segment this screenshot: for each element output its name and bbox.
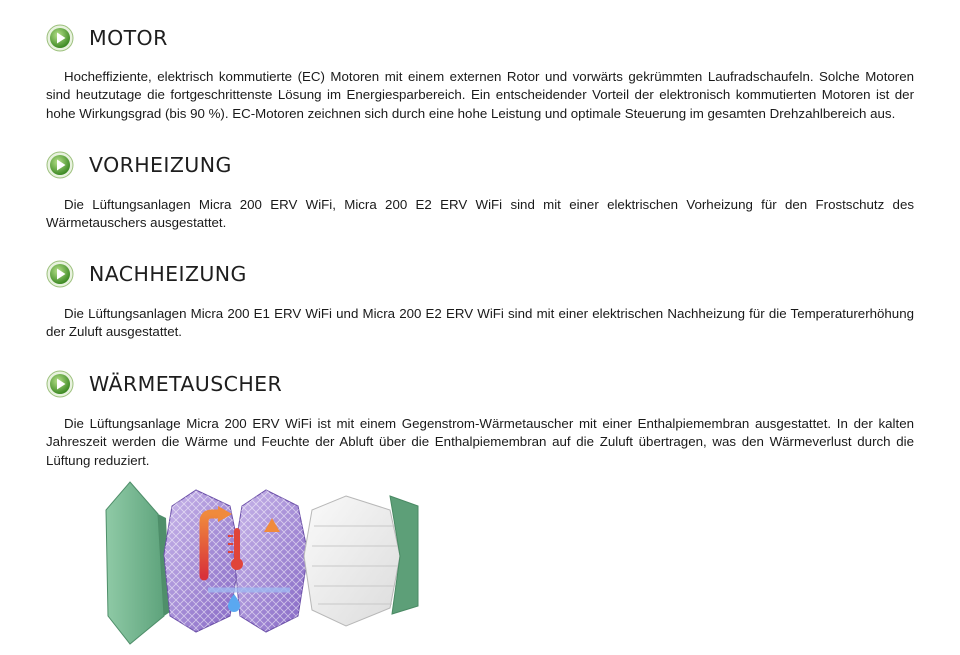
heading-row-vorheizung: [46, 149, 232, 181]
heading-row-motor: [46, 22, 168, 54]
section-paragraph: Hocheffiziente, elektrisch kommutierte (EC) Motoren mit einem externen Rotor und vorwärts gekrümmten Laufradschaufeln. Solche Motoren sind heutzutage die fortgeschrittenste Lösung im Energiesparbereich. Ein entscheidender Vorteil der elektronisch kommutierten Motoren ist der hohe Wirkungsgrad (bis 90 %). EC-Motoren zeichnen sich durch eine hohe Leistung und optimale Steuerung im gesamten Drehzahlbereich aus.: [46, 69, 914, 121]
section-heading: MOTOR: [89, 26, 168, 50]
play-circle-icon: [46, 260, 74, 288]
section-paragraph: Die Lüftungsanlagen Micra 200 E1 ERV WiFi und Micra 200 E2 ERV WiFi sind mit einer elektrischen Nachheizung für die Temperaturerhöhung der Zuluft ausgestattet.: [46, 306, 914, 340]
section-paragraph: Die Lüftungsanlage Micra 200 ERV WiFi ist mit einem Gegenstrom-Wärmetauscher mit einer Enthalpiemembran ausgestattet. In der kalten Jahreszeit werden die Wärme und Feuchte der Abluft über die Enthalpiemembran auf die Zuluft übertragen, was den Wärmeverlust durch die Lüftung reduziert.: [46, 416, 914, 468]
play-circle-icon: [46, 24, 74, 52]
heat-exchanger-illustration: [100, 476, 440, 648]
section-heading: VORHEIZUNG: [89, 153, 232, 177]
exchanger-hexagon-white: [304, 496, 400, 626]
play-circle-icon: [46, 370, 74, 398]
heading-row-waermetauscher: [46, 368, 282, 400]
section-heading: WÄRMETAUSCHER: [89, 372, 283, 396]
section-heading: NACHHEIZUNG: [89, 262, 247, 286]
housing-left-panel: [106, 482, 164, 644]
play-circle-icon: [46, 151, 74, 179]
section-paragraph: Die Lüftungsanlagen Micra 200 ERV WiFi, Micra 200 E2 ERV WiFi sind mit einer elektrischen Vorheizung für den Frostschutz des Wärmetauschers ausgestattet.: [46, 197, 914, 231]
heading-row-nachheizung: [46, 258, 247, 290]
